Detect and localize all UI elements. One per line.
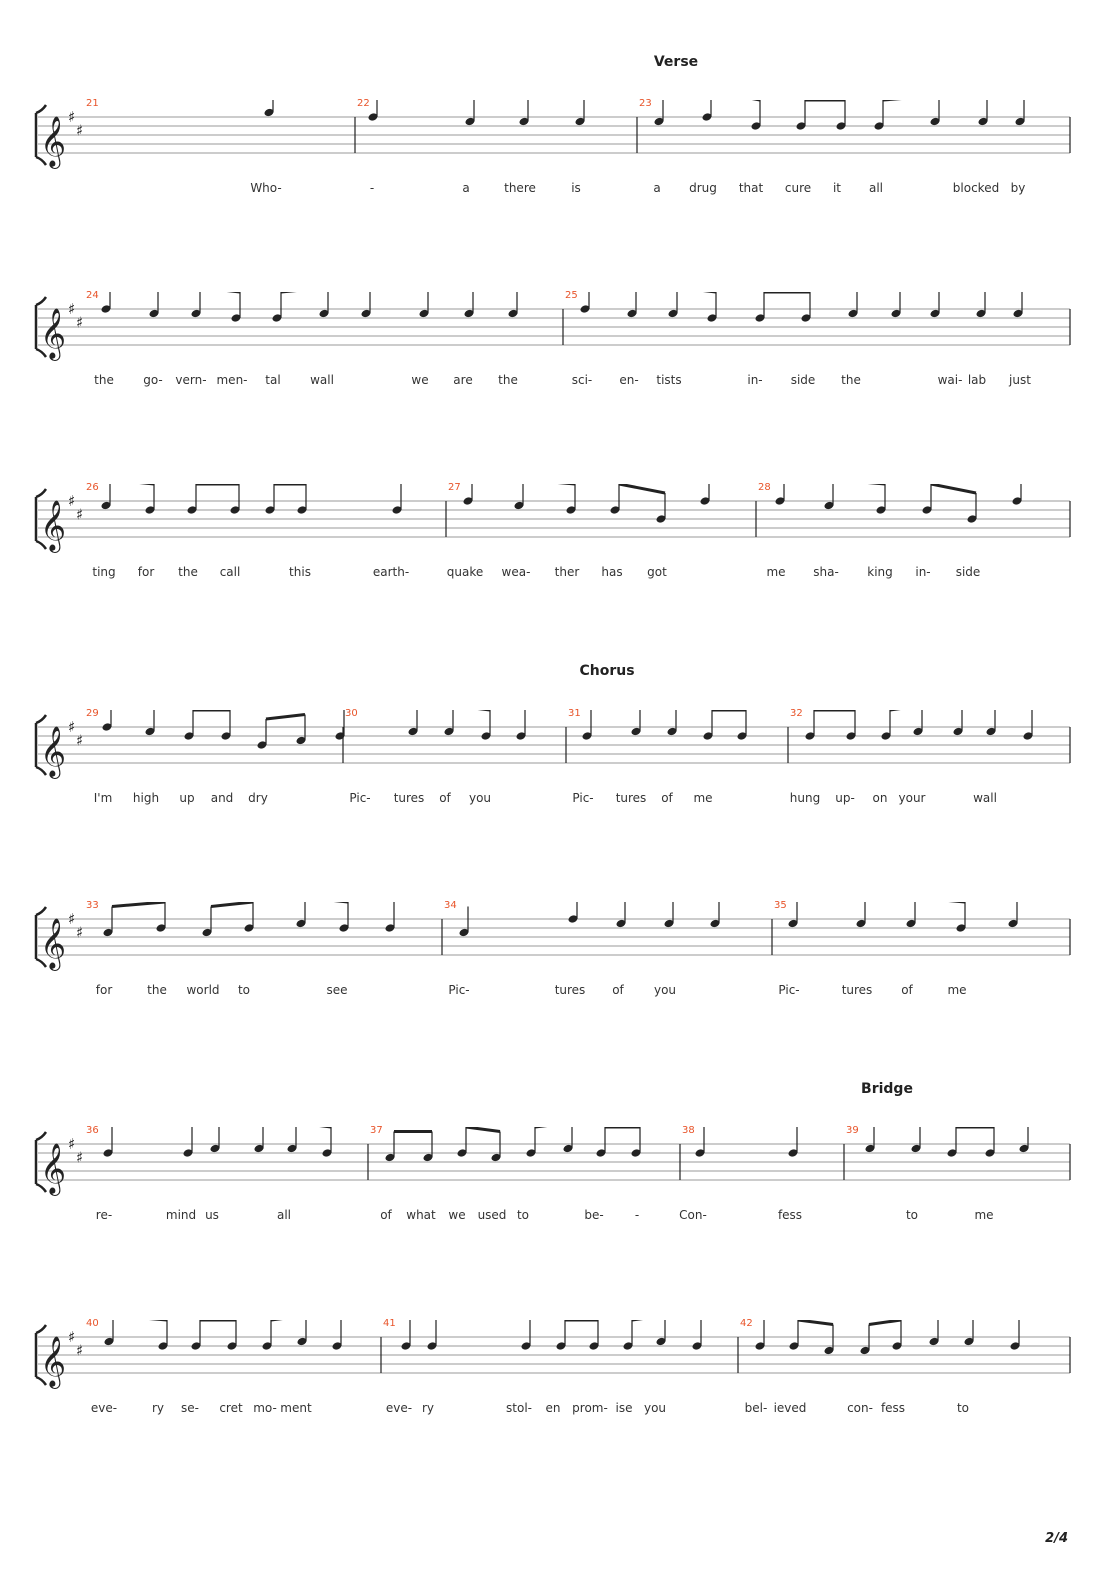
lyric-syllable: a xyxy=(462,181,470,195)
lyric-syllable: got xyxy=(647,565,667,579)
lyric-syllable: tures xyxy=(393,791,425,805)
lyric-syllable: in- xyxy=(747,373,763,387)
key-signature-sharp: ♯ xyxy=(68,910,76,928)
lyric-syllable: the xyxy=(178,565,198,579)
lyric-syllable: to xyxy=(237,983,251,997)
staff-svg xyxy=(0,710,1110,820)
treble-clef: 𝄞 xyxy=(40,500,67,551)
lyric-syllable: prom- xyxy=(572,1401,608,1415)
measure-number: 27 xyxy=(448,482,461,493)
lyric-syllable: quake xyxy=(446,565,484,579)
lyric-syllable: by xyxy=(1010,181,1026,195)
measure-number: 22 xyxy=(357,98,370,109)
lyric-syllable: ry xyxy=(421,1401,435,1415)
lyric-syllable: up xyxy=(179,791,195,805)
measure-number: 42 xyxy=(740,1318,753,1329)
lyric-syllable: blocked xyxy=(952,181,1000,195)
lyric-syllable: the xyxy=(498,373,518,387)
key-signature-sharp: ♯ xyxy=(68,492,76,510)
lyric-syllable: - xyxy=(634,1208,640,1222)
key-signature-sharp: ♯ xyxy=(68,1328,76,1346)
lyric-syllable: your xyxy=(898,791,926,805)
lyric-syllable: ise xyxy=(615,1401,633,1415)
measure-number: 25 xyxy=(565,290,578,301)
staff-system xyxy=(0,1127,1110,1237)
lyric-syllable: wall xyxy=(973,791,997,805)
lyric-syllable: dry xyxy=(248,791,268,805)
measure-number: 35 xyxy=(774,900,787,911)
key-signature-sharp: ♯ xyxy=(68,300,76,318)
lyric-syllable: on xyxy=(872,791,888,805)
lyric-syllable: side xyxy=(790,373,816,387)
lyric-syllable: is xyxy=(571,181,581,195)
note-beam xyxy=(619,484,665,493)
lyric-syllable: we xyxy=(448,1208,466,1222)
lyric-syllable: the xyxy=(94,373,114,387)
lyric-syllable: of xyxy=(901,983,913,997)
key-signature-sharp: ♯ xyxy=(76,731,84,750)
lyric-syllable: up- xyxy=(835,791,855,805)
staff-svg xyxy=(0,100,1110,210)
treble-clef: 𝄞 xyxy=(40,116,67,167)
lyric-syllable: for xyxy=(137,565,155,579)
lyric-syllable: fess xyxy=(777,1208,803,1222)
measure-number: 41 xyxy=(383,1318,396,1329)
section-label-chorus: Chorus xyxy=(579,663,635,679)
lyric-syllable: Pic- xyxy=(572,791,594,805)
lyric-syllable: of xyxy=(612,983,624,997)
section-label-verse: Verse xyxy=(653,54,699,70)
lyric-syllable: Pic- xyxy=(349,791,371,805)
note-beam xyxy=(112,902,165,907)
lyric-syllable: vern- xyxy=(175,373,207,387)
measure-number: 36 xyxy=(86,1125,99,1136)
note-beam xyxy=(869,1320,901,1325)
lyric-syllable: world xyxy=(186,983,220,997)
lyric-syllable: me xyxy=(947,983,967,997)
lyric-syllable: fess xyxy=(880,1401,906,1415)
lyric-syllable: you xyxy=(468,791,492,805)
lyric-syllable: I'm xyxy=(93,791,113,805)
lyric-syllable: ieved xyxy=(773,1401,807,1415)
measure-number: 26 xyxy=(86,482,99,493)
lyric-syllable: bel- xyxy=(744,1401,768,1415)
lyric-syllable: just xyxy=(1009,373,1031,387)
staff-system xyxy=(0,100,1110,210)
lyric-syllable: all xyxy=(276,1208,292,1222)
lyric-syllable: tures xyxy=(615,791,647,805)
lyric-syllable: me xyxy=(974,1208,994,1222)
note-beam xyxy=(211,902,253,907)
lyric-syllable: that xyxy=(738,181,764,195)
lyric-syllable: mo- xyxy=(253,1401,277,1415)
lyric-syllable: go- xyxy=(143,373,163,387)
lyric-syllable: Con- xyxy=(679,1208,707,1222)
lyric-syllable: tures xyxy=(841,983,873,997)
lyric-syllable: to xyxy=(956,1401,970,1415)
lyric-syllable: to xyxy=(516,1208,530,1222)
lyric-syllable: it xyxy=(832,181,842,195)
staff-system xyxy=(0,1320,1110,1430)
lyric-syllable: you xyxy=(643,1401,667,1415)
note-beam xyxy=(798,1320,833,1325)
lyric-syllable: all xyxy=(868,181,884,195)
lyric-syllable: ther xyxy=(554,565,580,579)
lyric-syllable: has xyxy=(601,565,623,579)
lyric-syllable: side xyxy=(955,565,981,579)
measure-number: 29 xyxy=(86,708,99,719)
key-signature-sharp: ♯ xyxy=(68,718,76,736)
lyric-syllable: in- xyxy=(915,565,931,579)
lyric-syllable: of xyxy=(661,791,673,805)
lyric-syllable: men- xyxy=(216,373,248,387)
lyric-syllable: hung xyxy=(789,791,821,805)
lyric-syllable: and xyxy=(210,791,234,805)
measure-number: 40 xyxy=(86,1318,99,1329)
measure-number: 24 xyxy=(86,290,99,301)
lyric-syllable: cret xyxy=(219,1401,243,1415)
lyric-syllable: tal xyxy=(265,373,281,387)
page-number: 2/4 xyxy=(1045,1531,1068,1546)
lyric-syllable: mind xyxy=(165,1208,197,1222)
lyric-syllable: re- xyxy=(95,1208,113,1222)
lyric-syllable: call xyxy=(219,565,241,579)
staff-system xyxy=(0,710,1110,820)
lyric-syllable: to xyxy=(905,1208,919,1222)
measure-number: 31 xyxy=(568,708,581,719)
lyric-syllable: are xyxy=(453,373,473,387)
lyric-syllable: eve- xyxy=(90,1401,118,1415)
lyric-syllable: tists xyxy=(656,373,682,387)
note-beam xyxy=(466,1127,500,1132)
lyric-syllable: me xyxy=(766,565,786,579)
lyric-syllable: wea- xyxy=(501,565,531,579)
lyric-syllable: stol- xyxy=(506,1401,532,1415)
measure-number: 32 xyxy=(790,708,803,719)
lyric-syllable: sci- xyxy=(571,373,593,387)
lyric-syllable: the xyxy=(147,983,167,997)
lyric-syllable: eve- xyxy=(385,1401,413,1415)
key-signature-sharp: ♯ xyxy=(76,1341,84,1360)
lyric-syllable: sha- xyxy=(813,565,839,579)
lyric-syllable: drug xyxy=(689,181,717,195)
lyric-syllable: be- xyxy=(584,1208,604,1222)
lyric-syllable: you xyxy=(653,983,677,997)
lyric-syllable: us xyxy=(205,1208,219,1222)
treble-clef: 𝄞 xyxy=(40,1143,67,1194)
lyric-syllable: high xyxy=(132,791,160,805)
treble-clef: 𝄞 xyxy=(40,918,67,969)
lyric-syllable: of xyxy=(439,791,451,805)
lyric-syllable: we xyxy=(411,373,429,387)
measure-number: 21 xyxy=(86,98,99,109)
treble-clef: 𝄞 xyxy=(40,1336,67,1387)
lyric-syllable: of xyxy=(380,1208,392,1222)
measure-number: 39 xyxy=(846,1125,859,1136)
lyric-syllable: lab xyxy=(967,373,987,387)
lyric-syllable: cure xyxy=(784,181,812,195)
lyric-syllable: ment xyxy=(280,1401,312,1415)
lyric-syllable: this xyxy=(289,565,311,579)
lyric-syllable: earth- xyxy=(372,565,410,579)
measure-number: 37 xyxy=(370,1125,383,1136)
key-signature-sharp: ♯ xyxy=(76,121,84,140)
lyric-syllable: a xyxy=(653,181,661,195)
lyric-syllable: see xyxy=(326,983,348,997)
measure-number: 33 xyxy=(86,900,99,911)
lyric-syllable: wall xyxy=(310,373,334,387)
key-signature-sharp: ♯ xyxy=(76,923,84,942)
key-signature-sharp: ♯ xyxy=(68,1135,76,1153)
lyric-syllable: - xyxy=(369,181,375,195)
treble-clef: 𝄞 xyxy=(40,308,67,359)
note-beam xyxy=(931,484,976,493)
key-signature-sharp: ♯ xyxy=(76,505,84,524)
lyric-syllable: king xyxy=(867,565,893,579)
measure-number: 34 xyxy=(444,900,457,911)
lyric-syllable: con- xyxy=(847,1401,873,1415)
measure-number: 23 xyxy=(639,98,652,109)
staff-system xyxy=(0,484,1110,594)
lyric-syllable: there xyxy=(504,181,536,195)
lyric-syllable: me xyxy=(693,791,713,805)
lyric-syllable: what xyxy=(406,1208,436,1222)
lyric-syllable: Who- xyxy=(250,181,282,195)
lyric-syllable: Pic- xyxy=(448,983,470,997)
measure-number: 28 xyxy=(758,482,771,493)
lyric-syllable: wai- xyxy=(937,373,963,387)
note-beam xyxy=(266,715,305,720)
lyric-syllable: se- xyxy=(181,1401,199,1415)
lyric-syllable: en- xyxy=(619,373,639,387)
lyric-syllable: ting xyxy=(92,565,116,579)
treble-clef: 𝄞 xyxy=(40,726,67,777)
lyric-syllable: en xyxy=(545,1401,561,1415)
staff-system xyxy=(0,902,1110,1012)
lyric-syllable: used xyxy=(477,1208,507,1222)
key-signature-sharp: ♯ xyxy=(68,108,76,126)
key-signature-sharp: ♯ xyxy=(76,313,84,332)
measure-number: 30 xyxy=(345,708,358,719)
lyric-syllable: ry xyxy=(151,1401,165,1415)
lyric-syllable: the xyxy=(841,373,861,387)
measure-number: 38 xyxy=(682,1125,695,1136)
lyric-syllable: Pic- xyxy=(778,983,800,997)
lyric-syllable: for xyxy=(95,983,113,997)
key-signature-sharp: ♯ xyxy=(76,1148,84,1167)
lyric-syllable: tures xyxy=(554,983,586,997)
staff-system xyxy=(0,292,1110,402)
section-label-bridge: Bridge xyxy=(861,1081,913,1097)
